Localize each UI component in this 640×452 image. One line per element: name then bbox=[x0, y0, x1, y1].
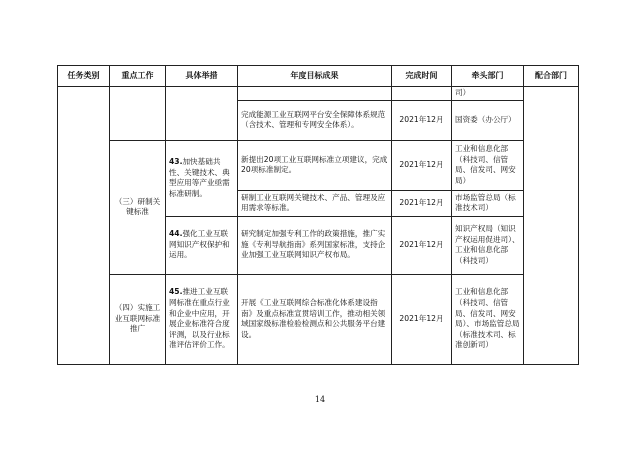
lead-dept-cell: 知识产权局（知识产权运用促进司）、工业和信息化部（科技司） bbox=[452, 216, 524, 274]
time-cell: 2021年12月 bbox=[392, 274, 452, 364]
goal-cell: 开展《工业互联网综合标准化体系建设指南》及重点标准宣贯培训工作，推动相关领域国家级标准检验检测点和公共服务平台建设。 bbox=[238, 274, 392, 364]
time-cell: 2021年12月 bbox=[392, 216, 452, 274]
time-cell: 2021年12月 bbox=[392, 190, 452, 216]
time-cell bbox=[392, 87, 452, 101]
table-header-row bbox=[58, 66, 579, 87]
measure-number: 44. bbox=[169, 229, 183, 239]
header-cell: 任务类别 bbox=[58, 66, 110, 87]
lead-dept-cell: 国资委（办公厅） bbox=[452, 100, 524, 140]
goal-cell bbox=[238, 87, 392, 101]
key-work-cell: （四）实施工业互联网标准推广 bbox=[110, 274, 166, 364]
header-cell: 牵头部门 bbox=[452, 66, 524, 87]
measure-text: 强化工业互联网知识产权保护和运用。 bbox=[169, 229, 230, 260]
key-work-cell bbox=[110, 87, 166, 141]
measure-cell bbox=[166, 140, 238, 216]
lead-dept-cell: 市场监管总局（标准技术司） bbox=[452, 190, 524, 216]
task-category-cell bbox=[58, 87, 110, 365]
measure-text: 加快基础共性、关键技术、典型应用等产业亟需标准研制。 bbox=[169, 156, 230, 198]
measure-number: 43. bbox=[169, 156, 183, 166]
lead-dept-cell: 司） bbox=[452, 87, 524, 101]
key-work-cell: （三）研制关键标准 bbox=[110, 140, 166, 274]
goal-cell: 新提出20项工业互联网标准立项建议，完成20项标准制定。 bbox=[238, 140, 392, 190]
measure-cell bbox=[166, 274, 238, 364]
header-cell: 配合部门 bbox=[524, 66, 579, 87]
task-table bbox=[57, 65, 579, 365]
goal-cell: 完成能源工业互联网平台安全保障体系规范（含技术、管理和专网安全体系）。 bbox=[238, 100, 392, 140]
header-cell: 具体举措 bbox=[166, 66, 238, 87]
time-cell: 2021年12月 bbox=[392, 100, 452, 140]
header-cell: 重点工作 bbox=[110, 66, 166, 87]
measure-number: 45. bbox=[169, 287, 183, 297]
table-row bbox=[58, 140, 579, 190]
header-cell: 年度目标成果 bbox=[238, 66, 392, 87]
measure-cell bbox=[166, 216, 238, 274]
table-row bbox=[58, 274, 579, 364]
lead-dept-cell: 工业和信息化部（科技司、信管局、信发司、网安局） bbox=[452, 140, 524, 190]
measure-text: 推进工业互联网标准在重点行业和企业中应用，开展企业标准符合度评测，以及行业标准评估评价工作。 bbox=[169, 287, 230, 350]
goal-cell: 研制工业互联网关键技术、产品、管理及应用需求等标准。 bbox=[238, 190, 392, 216]
support-dept-cell bbox=[524, 87, 579, 365]
goal-cell: 研究制定加强专利工作的政策措施，推广实施《专利导航指南》系列国家标准，支持企业加强工业互联网知识产权布局。 bbox=[238, 216, 392, 274]
lead-dept-cell: 工业和信息化部（科技司、信管局、信发司、网安局）、市场监管总局（标准技术司、标准创新司） bbox=[452, 274, 524, 364]
table-row bbox=[58, 87, 579, 101]
time-cell: 2021年12月 bbox=[392, 140, 452, 190]
page-number: 14 bbox=[314, 395, 326, 404]
header-cell: 完成时间 bbox=[392, 66, 452, 87]
measure-cell bbox=[166, 87, 238, 141]
